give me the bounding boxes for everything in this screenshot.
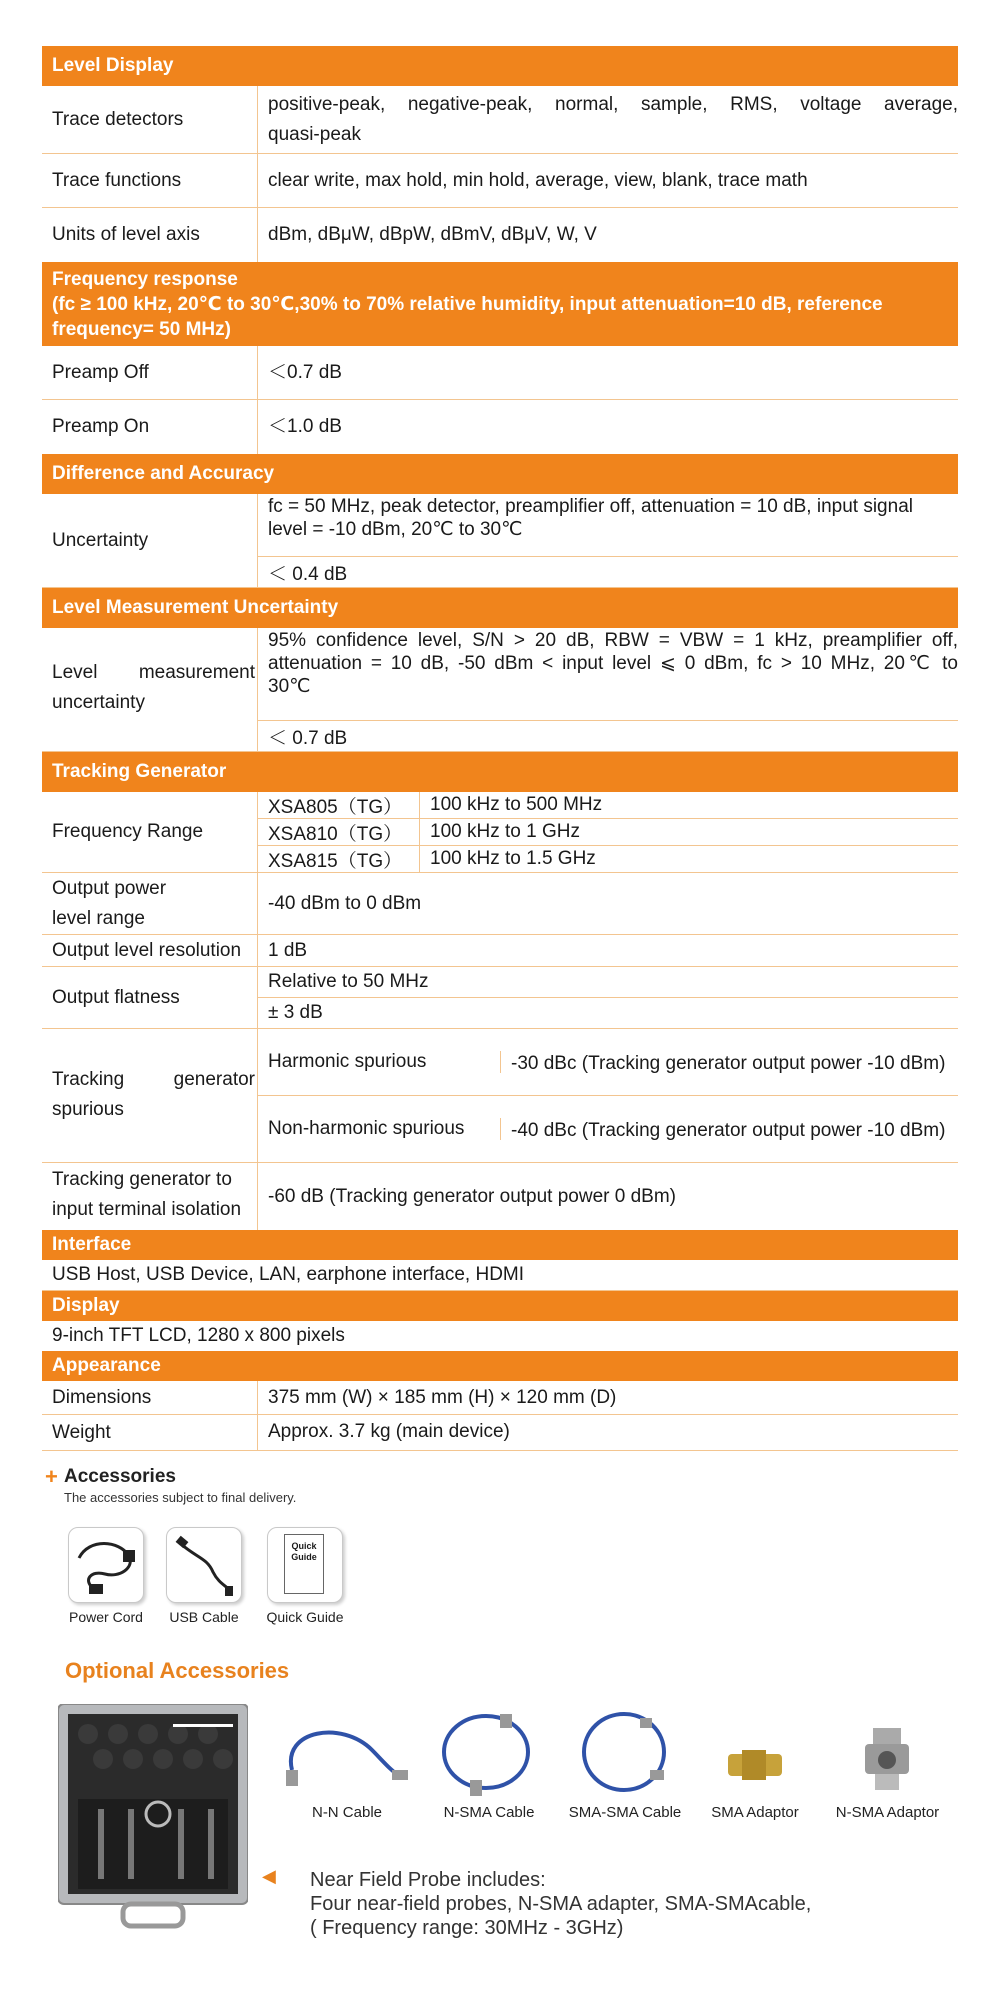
value-cell: ＜ 0.4 dB [268,563,348,585]
row-label: Trace detectors [42,86,258,153]
accessories-note: The accessories subject to final delivery. [64,1490,297,1505]
quick-guide-icon [267,1527,343,1603]
value-line: 95% confidence level, S/N > 20 dB, RBW = VBW = 1 kHz, preamplifier off, [268,630,958,651]
power-cord-icon [68,1527,144,1603]
table-row [42,154,958,208]
row-value: -40 dBm to 0 dBm [268,892,422,914]
model-cell: XSA805（TG） [258,792,420,819]
section-header-level-measurement: Level Measurement Uncertainty [42,588,958,628]
row-label: Dimensions [42,1381,258,1414]
row-label: Preamp On [42,400,258,454]
value-line: quasi-peak [268,124,361,145]
section-header-difference-accuracy: Difference and Accuracy [42,454,958,494]
section-header-display: Display [42,1291,958,1321]
row-label [42,1163,258,1230]
row-label: Preamp Off [42,346,258,399]
model-cell: XSA815（TG） [258,846,420,872]
header-line: frequency= 50 MHz) [52,319,231,340]
accessory-caption: USB Cable [169,1609,239,1625]
probe-description [310,1868,811,1940]
optional-caption: SMA Adaptor [711,1804,799,1821]
section-header-interface: Interface [42,1230,958,1260]
table-row [42,1381,958,1415]
guide-cover-text: Guide [291,1552,317,1562]
condition-cell: Relative to 50 MHz [258,967,958,998]
optional-item-n-sma-adaptor [825,1710,950,1821]
row-label: Trace functions [42,154,258,207]
range-cell: 100 kHz to 500 MHz [430,794,603,815]
value-cell: ＜ 0.7 dB [268,727,348,749]
table-row [42,967,958,1029]
table-row [42,792,958,873]
value-line: attenuation = 10 dB, -50 dBm < input level ⩽ 0 dBm, fc > 10 MHz, 20℃ to [268,653,958,674]
value-line: fc = 50 MHz, peak detector, preamplifier off, attenuation = 10 dB, input signal [268,496,913,517]
table-row [42,1163,958,1230]
optional-accessories-title: Optional Accessories [65,1658,290,1683]
row-values [258,792,958,872]
plus-icon: + [45,1464,58,1489]
accessories-section [0,1460,1000,2016]
label-line: Level measurement [52,662,255,683]
row-label: Frequency Range [42,792,258,872]
guide-cover [284,1534,324,1594]
accessory-caption: Power Cord [69,1609,143,1625]
probe-line: ( Frequency range: 30MHz - 3GHz) [310,1917,624,1939]
row-values [258,1029,958,1162]
label-line: Tracking generator to [52,1169,232,1190]
row-value: clear write, max hold, min hold, average, view, blank, trace math [268,169,808,191]
freq-subrow [258,792,958,819]
spurious-type: Non-harmonic spurious [258,1118,501,1140]
table-row [42,86,958,154]
probe-line: Near Field Probe includes: [310,1869,546,1891]
table-row [42,628,958,752]
freq-subrow [258,819,958,846]
guide-cover-text: Quick [291,1541,317,1551]
display-value: 9-inch TFT LCD, 1280 x 800 pixels [52,1325,345,1346]
optional-caption: N-N Cable [311,1804,383,1821]
optional-item-sma-sma-cable [560,1710,690,1821]
value-line: positive-peak, negative-peak, normal, sample, RMS, voltage average, [268,94,958,115]
condition-cell [258,494,958,557]
row-values [258,494,958,587]
label-line: Output power [52,878,167,899]
row-label: Units of level axis [42,208,258,262]
header-line: (fc ≥ 100 kHz, 20℃ to 30℃,30% to 70% relative humidity, input attenuation=10 dB, reference [52,294,883,315]
section-header-appearance: Appearance [42,1351,958,1381]
probe-line: Four near-field probes, N-SMA adapter, SMA-SMAcable, [310,1893,812,1915]
row-value: Approx. 3.7 kg (main device) [268,1421,510,1442]
interface-value: USB Host, USB Device, LAN, earphone interface, HDMI [42,1260,958,1291]
table-row [42,873,958,935]
spec-table [42,46,958,1451]
table-row [42,1029,958,1163]
section-header-tracking-generator: Tracking Generator [42,752,958,792]
row-value: 375 mm (W) × 185 mm (H) × 120 mm (D) [268,1386,617,1408]
row-value: -60 dB (Tracking generator output power 0 dBm) [268,1185,676,1207]
row-value [258,86,958,153]
spurious-subrow [258,1096,958,1162]
range-cell: 100 kHz to 1.5 GHz [430,848,596,869]
n-sma-cable-icon [424,1710,554,1800]
spurious-subrow [258,1029,958,1096]
accessory-quick-guide [260,1527,350,1625]
table-row [42,346,958,400]
accessory-usb-cable [159,1527,249,1625]
spurious-type: Harmonic spurious [258,1051,501,1073]
usb-cable-icon [166,1527,242,1603]
table-row [42,935,958,967]
table-row [42,1415,958,1451]
label-line: level range [52,908,145,929]
n-sma-adaptor-icon [825,1710,950,1800]
table-row [42,400,958,454]
value-line: level = -10 dBm, 20℃ to 30℃ [268,519,523,540]
section-header-frequency-response [42,262,958,346]
range-cell: 100 kHz to 1 GHz [430,821,580,842]
row-value: ＜0.7 dB [268,361,342,383]
optional-item-n-sma-cable [424,1710,554,1821]
section-header-level-display: Level Display [42,46,958,86]
spurious-value: -30 dBc (Tracking generator output power -10 dBm) [511,1052,946,1074]
row-label [42,628,258,751]
n-n-cable-icon [282,1710,412,1800]
row-values [258,967,958,1028]
row-value: dBm, dBμW, dBpW, dBmV, dBμV, W, V [268,224,597,245]
freq-subrow [258,846,958,872]
row-label: Output level resolution [42,935,258,966]
label-line: spurious [52,1099,124,1120]
label-line: input terminal isolation [52,1199,242,1220]
row-values [258,628,958,751]
row-value: ＜1.0 dB [268,416,342,437]
row-label: Weight [42,1415,258,1450]
optional-caption: SMA-SMA Cable [568,1804,682,1821]
accessory-caption: Quick Guide [266,1609,344,1625]
row-value: 1 dB [268,939,308,961]
row-label: Uncertainty [42,494,258,587]
condition-cell [258,628,958,721]
model-cell: XSA810（TG） [258,819,420,846]
row-label [42,1029,258,1162]
header-line: Frequency response [52,269,238,290]
spurious-value: -40 dBc (Tracking generator output power -10 dBm) [511,1119,946,1141]
pointer-arrow-icon: ◀ [262,1866,276,1886]
value-cell: ± 3 dB [268,1002,323,1023]
accessory-power-cord [61,1527,151,1625]
optional-caption: N-SMA Adaptor [835,1804,940,1821]
optional-item-sma-adaptor [700,1710,810,1821]
label-line: Tracking generator [52,1069,255,1090]
accessories-title: Accessories [64,1466,176,1487]
row-label [42,873,258,934]
table-row [42,208,958,262]
value-line: 30℃ [268,676,311,697]
table-row [42,494,958,588]
sma-sma-cable-icon [560,1710,690,1800]
optional-caption: N-SMA Cable [443,1804,535,1821]
probe-kit-case-image [58,1704,248,1934]
label-line: uncertainty [52,692,145,713]
row-label: Output flatness [42,967,258,1028]
optional-item-n-n-cable [282,1710,412,1821]
sma-adaptor-icon [700,1710,810,1800]
